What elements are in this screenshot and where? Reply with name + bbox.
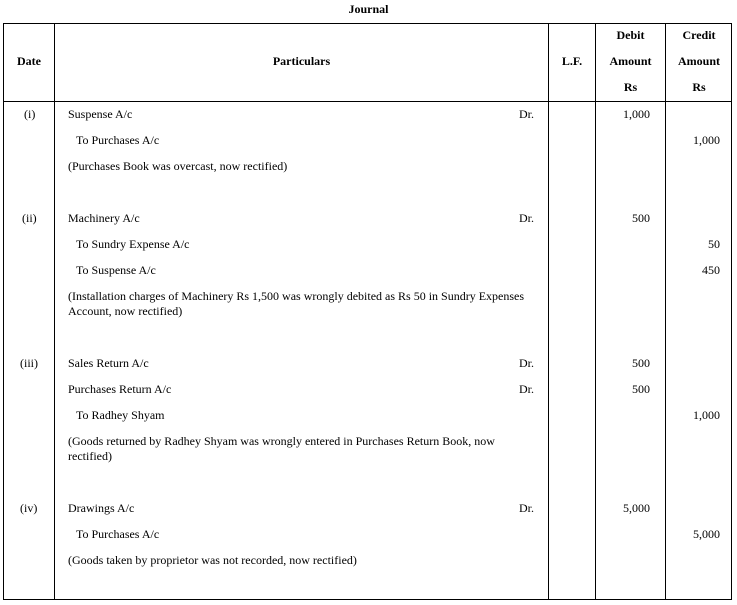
- header-debit-line3: Rs: [623, 80, 638, 94]
- debit-amount: 500: [632, 211, 650, 225]
- credit-amount: 1,000: [693, 408, 720, 422]
- debit-amount: 5,000: [623, 501, 650, 515]
- account-line: To Sundry Expense A/c: [76, 237, 190, 251]
- dr-marker: Dr.: [519, 211, 534, 225]
- header-debit-line2: Amount: [609, 54, 652, 68]
- dr-marker: Dr.: [519, 501, 534, 515]
- header-divider: [4, 101, 731, 102]
- column-divider: [54, 24, 55, 599]
- journal-table: [3, 23, 732, 600]
- credit-amount: 450: [702, 263, 720, 277]
- debit-amount: 1,000: [623, 107, 650, 121]
- account-line: Drawings A/c: [68, 501, 135, 515]
- dr-marker: Dr.: [519, 107, 534, 121]
- dr-marker: Dr.: [519, 382, 534, 396]
- account-line: Purchases Return A/c: [68, 382, 172, 396]
- debit-amount: 500: [632, 356, 650, 370]
- header-credit-line1: Credit: [682, 28, 716, 42]
- account-line: Machinery A/c: [68, 211, 140, 225]
- account-line: To Purchases A/c: [76, 133, 160, 147]
- header-particulars: Particulars: [272, 54, 331, 68]
- dr-marker: Dr.: [519, 356, 534, 370]
- entry-number: (ii): [22, 211, 37, 225]
- account-line: To Purchases A/c: [76, 527, 160, 541]
- account-line: To Suspense A/c: [76, 263, 156, 277]
- narration: (Goods taken by proprietor was not recorded, now rectified): [68, 553, 357, 567]
- entry-number: (i): [24, 107, 36, 121]
- header-date: Date: [17, 54, 41, 68]
- account-line: Suspense A/c: [68, 107, 133, 121]
- debit-amount: 500: [632, 382, 650, 396]
- credit-amount: 50: [708, 237, 720, 251]
- account-line: Sales Return A/c: [68, 356, 149, 370]
- entry-number: (iii): [20, 356, 38, 370]
- account-line: To Radhey Shyam: [76, 408, 165, 422]
- header-credit-line2: Amount: [677, 54, 720, 68]
- credit-amount: 1,000: [693, 133, 720, 147]
- narration: (Installation charges of Machinery Rs 1,500 was wrongly debited as Rs 50 in Sundry Expenses Account, now rectified): [68, 289, 525, 318]
- narration: (Goods returned by Radhey Shyam was wrongly entered in Purchases Return Book, now rectified): [68, 434, 495, 463]
- credit-amount: 5,000: [693, 527, 720, 541]
- header-lf: L.F.: [561, 54, 583, 68]
- header-debit-line1: Debit: [616, 28, 645, 42]
- narration: (Purchases Book was overcast, now rectified): [68, 159, 288, 173]
- header-credit-line3: Rs: [692, 80, 706, 94]
- journal-title: Journal: [348, 2, 389, 16]
- column-divider: [548, 24, 549, 599]
- entry-number: (iv): [20, 501, 38, 515]
- column-divider: [665, 24, 666, 599]
